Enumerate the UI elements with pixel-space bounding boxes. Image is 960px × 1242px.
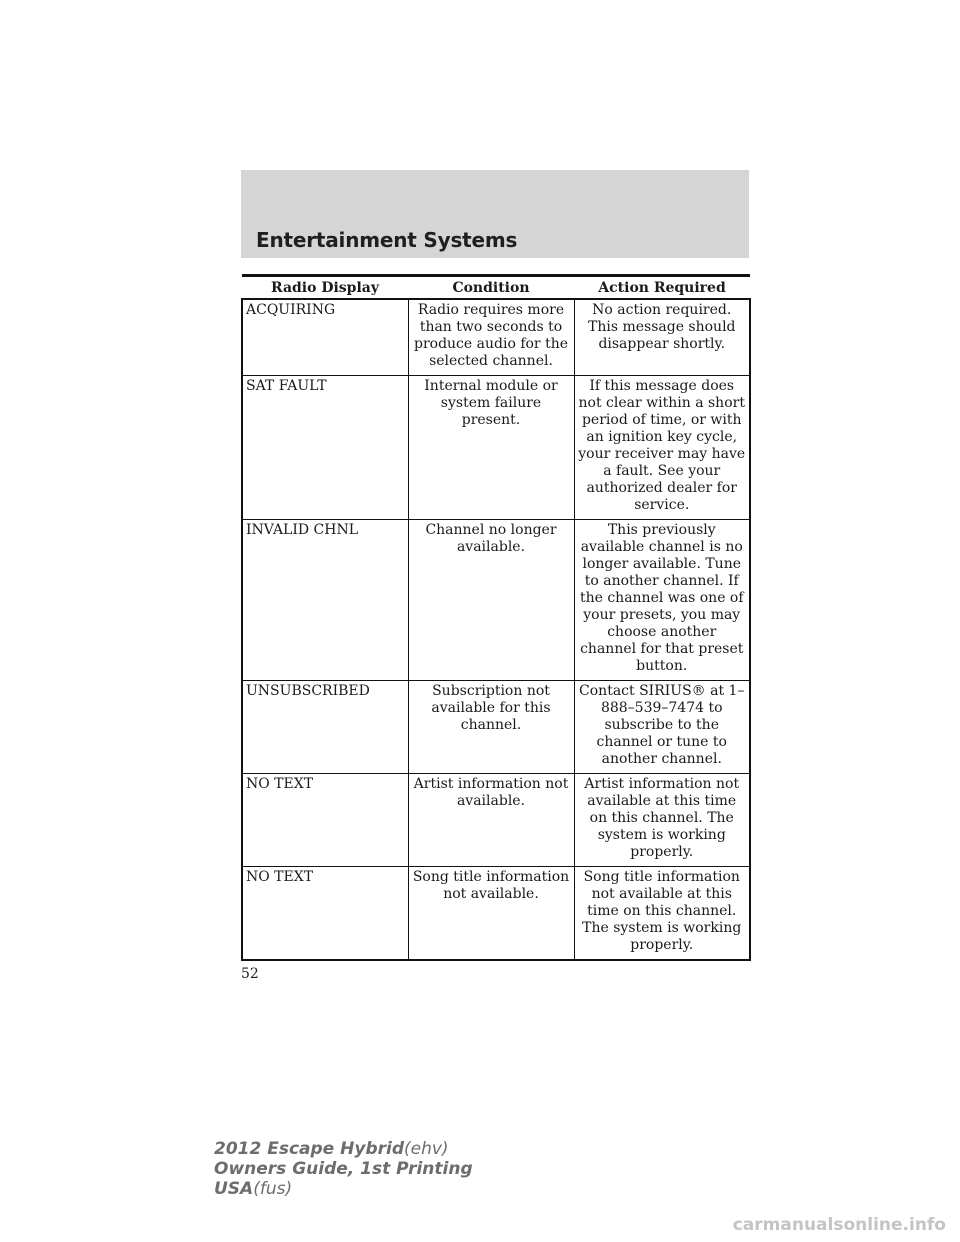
- footer-guide-line: [214, 1159, 473, 1179]
- section-title: Entertainment Systems: [256, 228, 518, 252]
- radio-display-cell: ACQUIRING: [242, 299, 408, 376]
- radio-display-cell: NO TEXT: [242, 867, 408, 961]
- radio-display-cell: NO TEXT: [242, 774, 408, 867]
- footer-region-code: (fus): [253, 1179, 293, 1199]
- radio-display-cell: UNSUBSCRIBED: [242, 681, 408, 774]
- radio-display-table: [241, 274, 749, 961]
- radio-display-cell: INVALID CHNL: [242, 520, 408, 681]
- table-row: [242, 681, 750, 774]
- table-row: [242, 376, 750, 520]
- table-row: [242, 867, 750, 961]
- footer-region: USA: [214, 1179, 254, 1199]
- footer-region-line: [214, 1179, 473, 1199]
- watermark[interactable]: carmanualsonline.info: [732, 1215, 946, 1235]
- radio-display-cell: SAT FAULT: [242, 376, 408, 520]
- column-header-action-required: Action Required: [574, 276, 750, 300]
- table-row: [242, 299, 750, 376]
- action-cell: Song title information not available at this time on this channel. The system is working properly.: [574, 867, 750, 961]
- action-cell: Contact SIRIUS® at 1–888–539–7474 to subscribe to the channel or tune to another channel.: [574, 681, 750, 774]
- table-row: [242, 774, 750, 867]
- column-header-radio-display: Radio Display: [242, 276, 408, 300]
- condition-cell: Radio requires more than two seconds to produce audio for the selected channel.: [408, 299, 574, 376]
- footer-guide: Owners Guide, 1st Printing: [214, 1159, 473, 1179]
- condition-cell: Song title information not available.: [408, 867, 574, 961]
- page-number: 52: [241, 966, 259, 982]
- action-cell: No action required. This message should disappear shortly.: [574, 299, 750, 376]
- table-row: [242, 520, 750, 681]
- condition-cell: Artist information not available.: [408, 774, 574, 867]
- column-header-condition: Condition: [408, 276, 574, 300]
- table-header-row: [242, 276, 750, 300]
- action-cell: Artist information not available at this time on this channel. The system is working properly.: [574, 774, 750, 867]
- condition-cell: Internal module or system failure present.: [408, 376, 574, 520]
- action-cell: This previously available channel is no longer available. Tune to another channel. If the channel was one of your presets, you may choose another channel for that preset button.: [574, 520, 750, 681]
- section-header: [241, 170, 749, 258]
- action-cell: If this message does not clear within a short period of time, or with an ignition key cycle, your receiver may have a fault. See your authorized dealer for service.: [574, 376, 750, 520]
- footer-model-code: (ehv): [404, 1139, 449, 1159]
- footer-model: 2012 Escape Hybrid: [214, 1139, 404, 1159]
- footer-model-line: [214, 1139, 473, 1159]
- condition-cell: Subscription not available for this channel.: [408, 681, 574, 774]
- condition-cell: Channel no longer available.: [408, 520, 574, 681]
- document-footer: [214, 1139, 473, 1199]
